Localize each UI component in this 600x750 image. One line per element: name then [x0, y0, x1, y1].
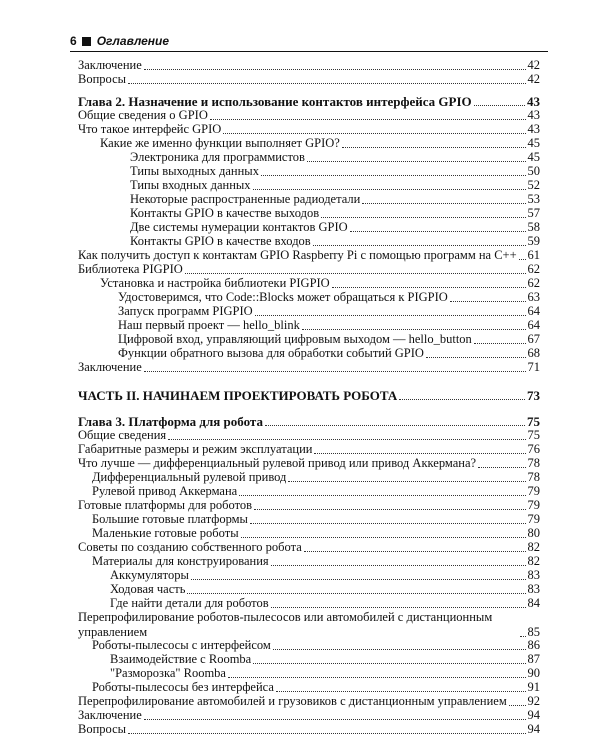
toc-entry: Большие готовые платформы 79 [92, 512, 540, 526]
toc-entry: Габаритные размеры и режим эксплуатации 76 [78, 442, 540, 456]
toc-entry: "Разморозка" Roomba 90 [110, 666, 540, 680]
toc-entry: Вопросы 42 [78, 72, 540, 86]
toc-entry: Заключение 71 [78, 360, 540, 374]
toc-entry: Заключение 42 [78, 58, 540, 72]
toc-entry: Что такое интерфейс GPIO 43 [78, 122, 540, 136]
toc-entry: Библиотека PIGPIO 62 [78, 262, 540, 276]
toc-entry: Некоторые распространенные радиодетали 53 [130, 192, 540, 206]
toc-part-heading: ЧАСТЬ II. НАЧИНАЕМ ПРОЕКТИРОВАТЬ РОБОТА 73 [78, 388, 540, 403]
toc-entry: Готовые платформы для роботов 79 [78, 498, 540, 512]
toc-entry: Заключение 94 [78, 708, 540, 722]
toc-entry: Ходовая часть 83 [110, 582, 540, 596]
header-rule [70, 51, 548, 52]
toc-entry: Общие сведения 75 [78, 428, 540, 442]
toc-entry: Электроника для программистов 45 [130, 150, 540, 164]
toc-entry: Материалы для конструирования 82 [92, 554, 540, 568]
toc-entry: Установка и настройка библиотеки PIGPIO 62 [100, 276, 540, 290]
toc-chapter-heading: Глава 2. Назначение и использование контактов интерфейса GPIO 43 [78, 94, 540, 109]
toc-entry: Типы входных данных 52 [130, 178, 540, 192]
toc-entry: Маленькие готовые роботы 80 [92, 526, 540, 540]
toc-entry: Где найти детали для роботов 84 [110, 596, 540, 610]
toc-entry: Функции обратного вызова для обработки событий GPIO 68 [118, 346, 540, 360]
square-bullet-icon [82, 37, 91, 46]
toc-entry: Контакты GPIO в качестве входов 59 [130, 234, 540, 248]
toc-entry: Типы выходных данных 50 [130, 164, 540, 178]
toc-entry: Перепрофилирование роботов-пылесосов или автомобилей с дистанционным управлением 85 [78, 610, 540, 639]
toc-entry: Перепрофилирование автомобилей и грузовиков с дистанционным управлением 92 [78, 694, 540, 708]
toc-entry: Цифровой вход, управляющий цифровым выходом — hello_button 67 [118, 332, 540, 346]
toc-entry: Советы по созданию собственного робота 82 [78, 540, 540, 554]
toc-entry: Аккумуляторы 83 [110, 568, 540, 582]
toc-entry: Дифференциальный рулевой привод 78 [92, 470, 540, 484]
toc-entry: Наш первый проект — hello_blink 64 [118, 318, 540, 332]
toc-entry: Вопросы 94 [78, 722, 540, 736]
toc-entry: Контакты GPIO в качестве выходов 57 [130, 206, 540, 220]
toc-entry: Взаимодействие с Roomba 87 [110, 652, 540, 666]
page-number: 6 [70, 34, 77, 48]
page-header [70, 33, 548, 49]
toc-entry: Что лучше — дифференциальный рулевой привод или привод Аккермана? 78 [78, 456, 540, 470]
toc-entry: Рулевой привод Аккермана 79 [92, 484, 540, 498]
toc-entry: Удостоверимся, что Code::Blocks может обращаться к PIGPIO 63 [118, 290, 540, 304]
toc-chapter-heading: Глава 3. Платформа для робота 75 [78, 414, 540, 429]
toc-entry: Запуск программ PIGPIO 64 [118, 304, 540, 318]
toc-entry: Роботы-пылесосы без интерфейса 91 [92, 680, 540, 694]
toc-entry: Общие сведения о GPIO 43 [78, 108, 540, 122]
toc-entry: Как получить доступ к контактам GPIO Raspberry Pi с помощью программ на С++ 61 [78, 248, 540, 262]
toc-entry: Какие же именно функции выполняет GPIO? 45 [100, 136, 540, 150]
running-title: Оглавление [96, 34, 170, 48]
toc-entry: Роботы-пылесосы с интерфейсом 86 [92, 638, 540, 652]
toc-entry: Две системы нумерации контактов GPIO 58 [130, 220, 540, 234]
